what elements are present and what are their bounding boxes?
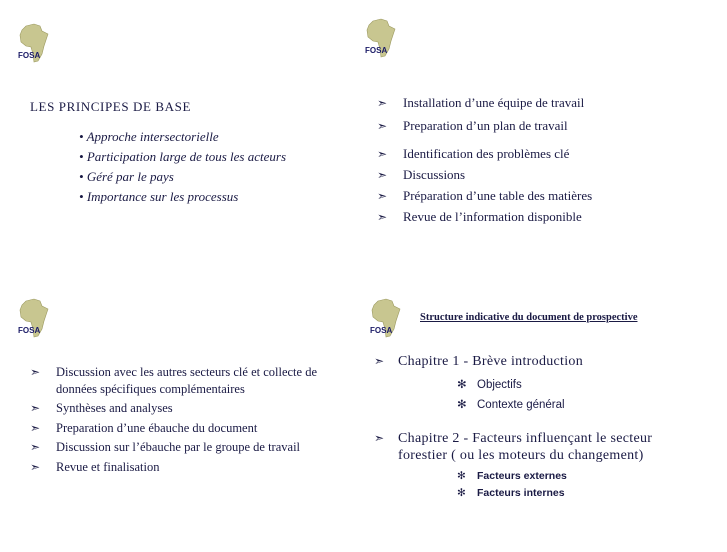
star-bullet-icon: ✻ [457, 487, 466, 499]
arrow-bullet-icon: ➣ [30, 401, 41, 415]
list-item: ✻ Objectifs [457, 375, 565, 395]
chapter-1-label: Chapitre 1 - Brève introduction [398, 354, 584, 369]
fosa-logo [365, 17, 401, 59]
list-item: ✻ Facteurs internes [457, 485, 567, 502]
list-item: ➣ Identification des problèmes clé [377, 146, 570, 161]
star-bullet-icon: ✻ [457, 399, 467, 411]
list-item: • Géré par le pays [79, 169, 174, 184]
fosa-logo [370, 297, 406, 339]
list-item: ➣ Préparation d’une table des matières [377, 188, 593, 203]
logo-text: FOSA [365, 46, 388, 55]
bullet: • [79, 129, 84, 144]
arrow-bullet-icon: ➣ [30, 440, 41, 454]
list-item: ➣ Discussion sur l’ébauche par le groupe de travail [30, 440, 301, 454]
list-item: ➣ Preparation d’un plan de travail [377, 118, 568, 133]
logo-text: FOSA [18, 326, 41, 335]
list-item: ➣ Preparation d’une ébauche du document [30, 420, 258, 435]
bullet: • [79, 149, 84, 164]
star-bullet-icon: ✻ [457, 379, 467, 391]
arrow-bullet-icon: ➣ [377, 119, 388, 133]
slide2-list [377, 95, 707, 225]
slide3-list [30, 364, 320, 475]
bullet: • [79, 189, 84, 204]
list-item: ➣ Discussions [377, 167, 466, 182]
arrow-bullet-icon: ➣ [374, 431, 385, 445]
logo-text: FOSA [370, 326, 393, 335]
slide1-list [79, 129, 299, 209]
arrow-bullet-icon: ➣ [374, 354, 385, 368]
list-item: ➣ Revue et finalisation [30, 459, 160, 474]
list-item: • Participation large de tous les acteurs [79, 149, 287, 164]
list-item: • Importance sur les processus [79, 189, 239, 204]
fosa-logo [18, 22, 54, 64]
chapter-2 [374, 430, 699, 464]
list-item: ➣ Synthèses and analyses [30, 401, 173, 415]
arrow-bullet-icon: ➣ [377, 168, 388, 182]
arrow-bullet-icon: ➣ [377, 96, 388, 110]
arrow-bullet-icon: ➣ [377, 210, 388, 224]
arrow-bullet-icon: ➣ [30, 459, 41, 474]
chapter-1 [374, 353, 694, 370]
star-bullet-icon: ✻ [457, 470, 466, 482]
slide4-title: Structure indicative du document de prospective [420, 312, 638, 323]
arrow-bullet-icon: ➣ [30, 420, 41, 435]
slide1-title: LES PRINCIPES DE BASE [30, 99, 192, 114]
list-item: ➣ Revue de l’information disponible [377, 209, 582, 224]
bullet: • [79, 169, 84, 184]
arrow-bullet-icon: ➣ [377, 189, 388, 203]
list-item: ✻ Contexte général [457, 395, 565, 415]
logo-text: FOSA [18, 51, 41, 60]
list-item: ➣ Discussion avec les autres secteurs clé et collecte de données spécifiques complémentaires [30, 365, 317, 396]
chapter-2-label: Chapitre 2 - Facteurs influençant le secteur forestier ( ou les moteurs du changement) [398, 431, 653, 463]
list-item: • Approche intersectorielle [79, 129, 219, 144]
chapter-2-subs [457, 468, 567, 502]
arrow-bullet-icon: ➣ [377, 147, 388, 161]
list-item: ✻ Facteurs externes [457, 468, 567, 485]
chapter-1-subs [457, 375, 565, 415]
list-item: ➣ Installation d’une équipe de travail [377, 95, 585, 110]
arrow-bullet-icon: ➣ [30, 365, 41, 379]
fosa-logo [18, 297, 54, 339]
